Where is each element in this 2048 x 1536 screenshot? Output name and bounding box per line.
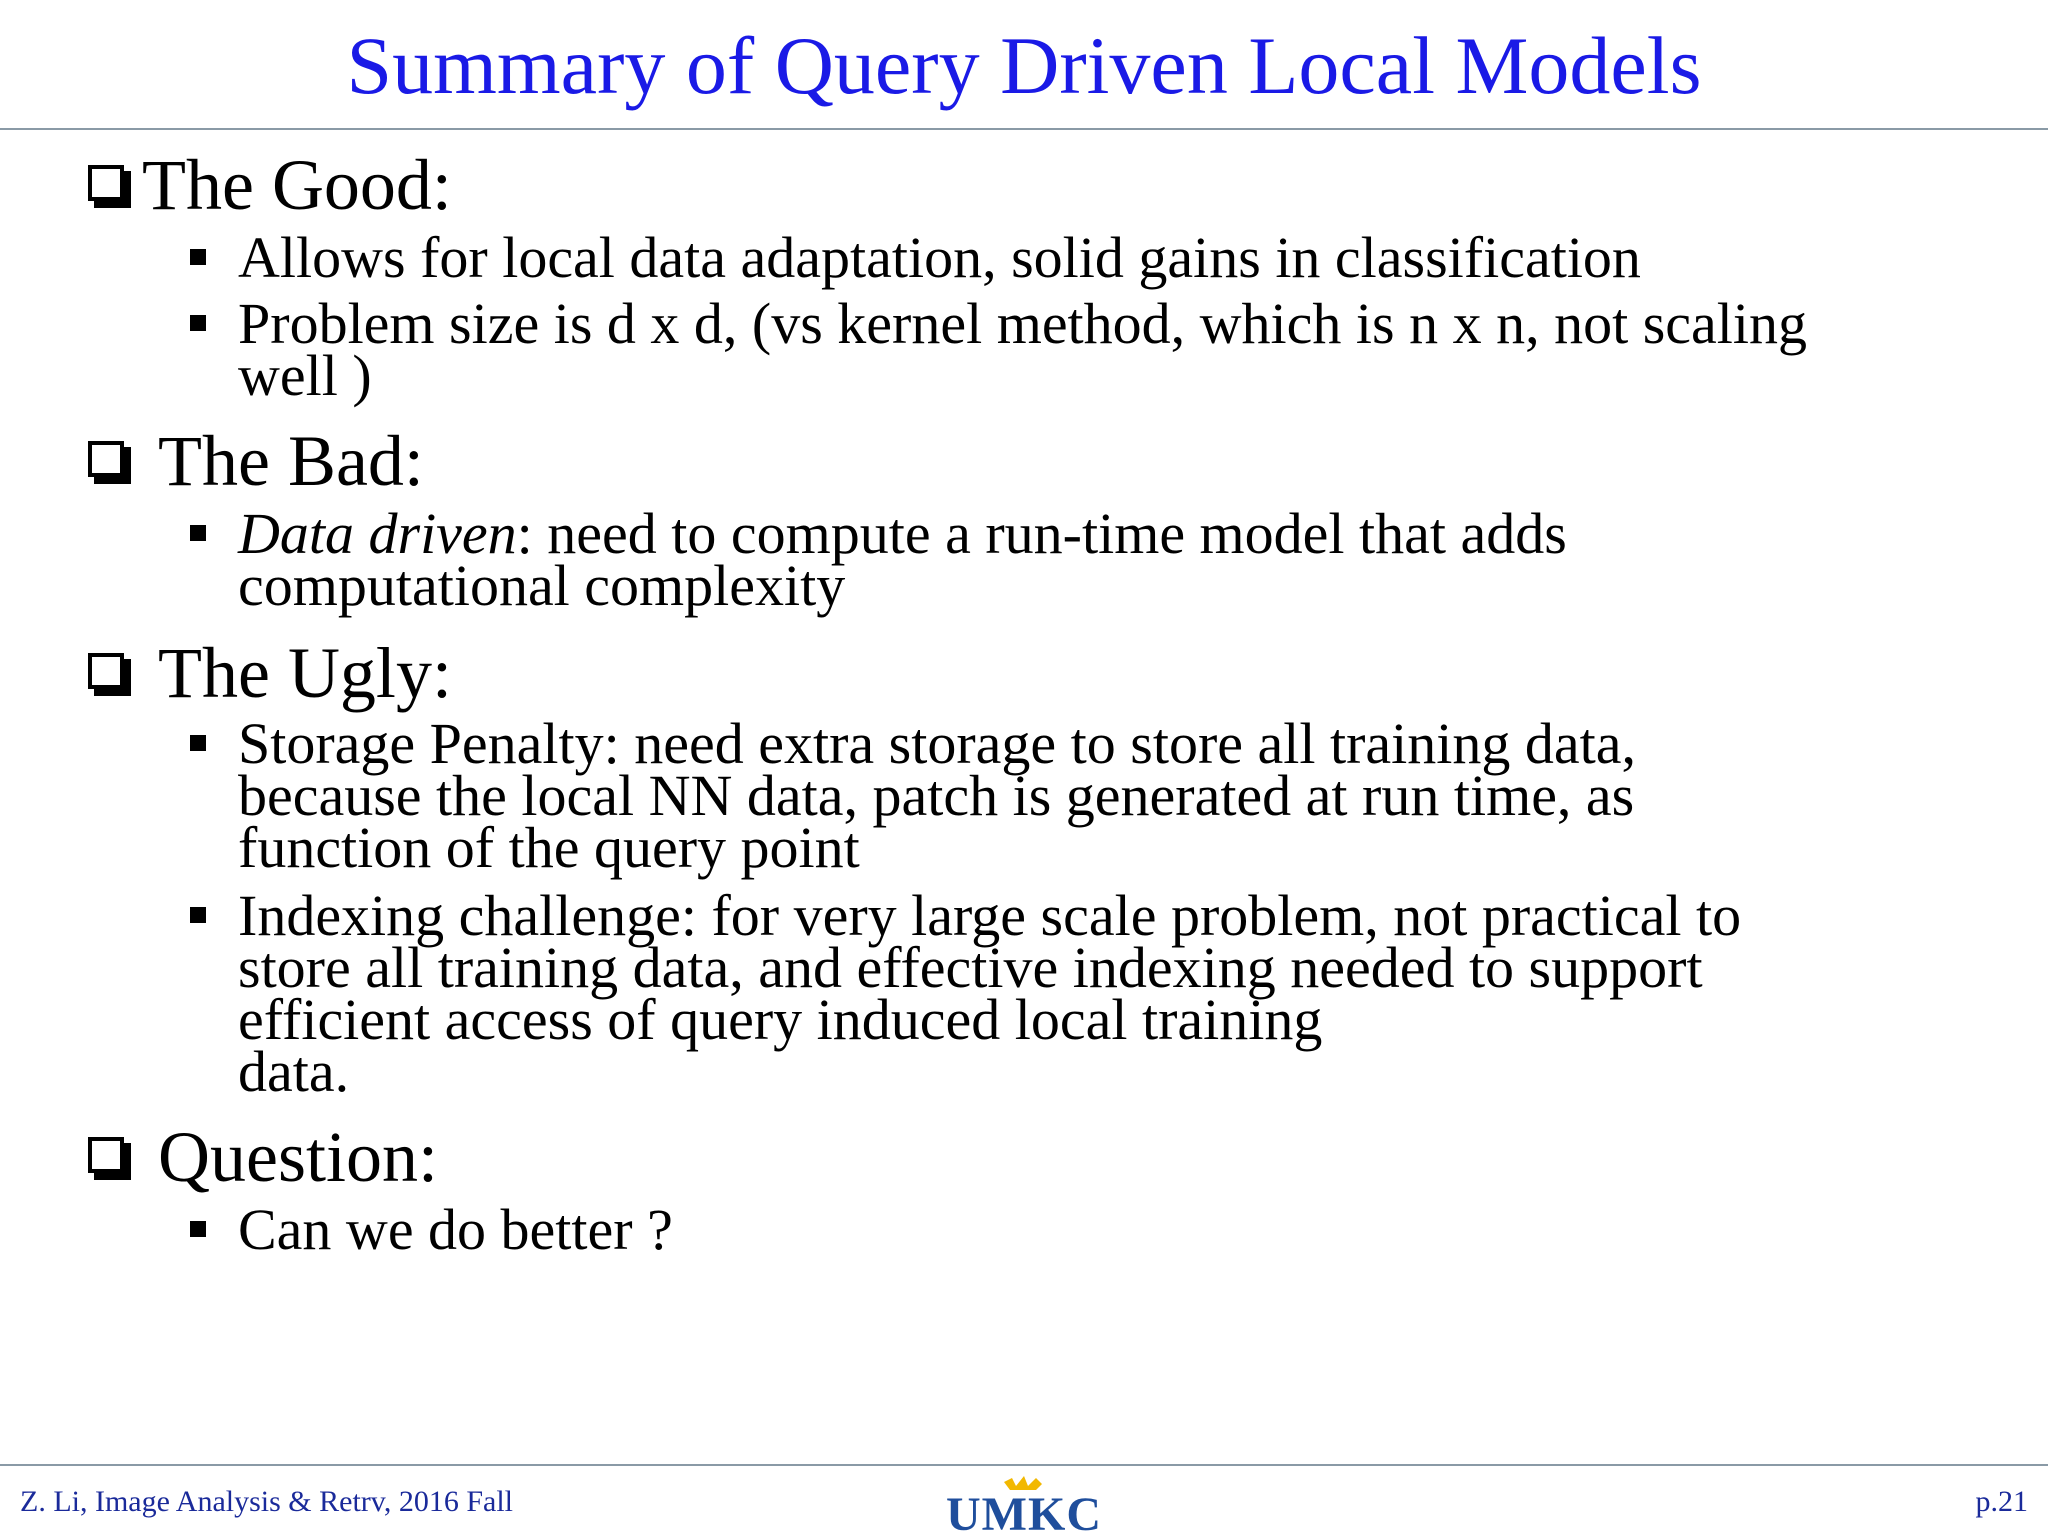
bullet-text: Indexing challenge: for very large scale problem, not practical to store all training data, and effective indexing needed to support efficient access of query induced local training data.	[238, 883, 1742, 1104]
slide-title: Summary of Query Driven Local Models	[346, 20, 1702, 111]
footer-divider	[0, 1464, 2048, 1466]
section-heading-good	[88, 146, 452, 224]
section-heading-question	[88, 1118, 438, 1196]
square-bullet-icon	[190, 315, 206, 331]
checkbox-bullet-icon	[88, 1137, 134, 1183]
list-item	[190, 711, 1990, 880]
svg-text:UMKC: UMKC	[946, 1488, 1102, 1534]
title-divider	[0, 128, 2048, 130]
square-bullet-icon	[190, 735, 206, 751]
footer-course-label: Z. Li, Image Analysis & Retrv, 2016 Fall	[20, 1485, 513, 1518]
list-item	[190, 883, 1990, 1104]
square-bullet-icon	[190, 1221, 206, 1237]
bullet-emphasis: Data driven	[238, 501, 517, 566]
section-heading-bad	[88, 422, 424, 500]
checkbox-bullet-icon	[88, 441, 134, 487]
page-number: p.21	[1975, 1485, 2028, 1518]
square-bullet-icon	[190, 907, 206, 923]
section-heading-label: The Ugly:	[158, 633, 452, 713]
list-item	[190, 225, 1990, 290]
section-heading-ugly	[88, 634, 452, 712]
section-heading-label: Question:	[158, 1117, 438, 1197]
section-heading-label: The Bad:	[158, 421, 424, 501]
umkc-logo	[944, 1476, 1104, 1534]
bullet-text: Problem size is d x d, (vs kernel method, which is n x n, not scaling well )	[238, 291, 1808, 408]
square-bullet-icon	[190, 525, 206, 541]
square-bullet-icon	[190, 249, 206, 265]
bullet-text: Allows for local data adaptation, solid gains in classification	[238, 225, 1641, 290]
checkbox-bullet-icon	[88, 165, 134, 211]
list-item	[190, 1197, 1990, 1262]
checkbox-bullet-icon	[88, 653, 134, 699]
bullet-text: Can we do better ?	[238, 1197, 673, 1262]
list-item	[190, 291, 1990, 408]
bullet-text: Storage Penalty: need extra storage to store all training data, because the local NN data, patch is generated at run time, as function of the query point	[238, 711, 1636, 880]
section-heading-label: The Good:	[142, 145, 452, 225]
bullet-text: : need to compute a run-time model that adds computational complexity	[238, 501, 1567, 618]
list-item	[190, 501, 1990, 618]
